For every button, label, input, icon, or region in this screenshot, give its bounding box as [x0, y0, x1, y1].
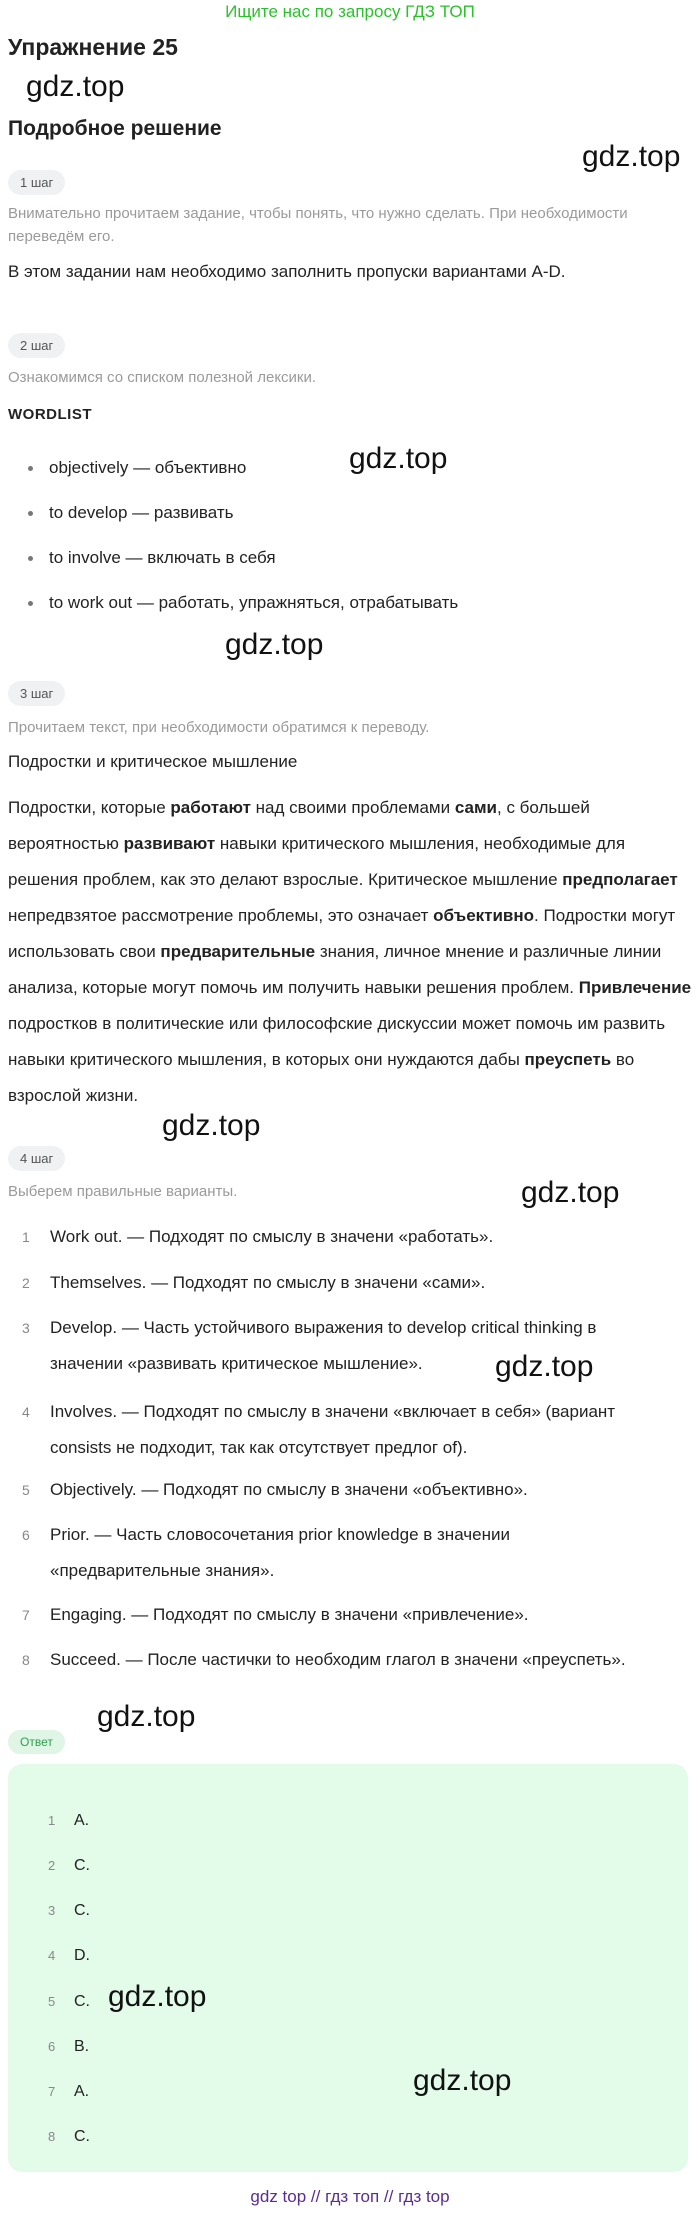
watermark: gdz.top — [495, 1350, 594, 1383]
list-item: 3 Develop. — Часть устойчивого выражения to develop critical thinking в значении «развивать критическое мышление». — [22, 1318, 597, 1373]
list-item: to involve — включать в себя — [28, 548, 276, 568]
list-item: 7 Engaging. — Подходят по смыслу в значени «привлечение». — [22, 1605, 529, 1624]
top-banner[interactable]: Ищите нас по запросу ГДЗ ТОП — [225, 2, 475, 21]
watermark: gdz.top — [413, 2064, 512, 2097]
bullet-icon — [28, 511, 33, 516]
bullet-icon — [28, 601, 33, 606]
step-chip: 1 шаг — [8, 170, 65, 195]
footer-links[interactable]: gdz top // гдз топ // гдз top — [250, 2187, 450, 2206]
answer-chip: Ответ — [8, 1730, 65, 1754]
step-chip: 3 шаг — [8, 681, 65, 706]
answer-item: 5 C. — [48, 1993, 90, 2010]
watermark: gdz.top — [521, 1176, 620, 1209]
watermark: gdz.top — [162, 1109, 261, 1142]
text-paragraph: Подростки, которые работают над своими проблемами сами, с большей вероятностью развивают навыки критического мышления, необходимые для решения проблем, как это делают взрослые. Критическое мышление предполагает непредвзятое рассмотрение проблемы, это означает объективно. Подростки могут использовать свои предварительные знания, личное мнение и различные линии анализа, которые могут помочь им получить навыки решения проблем. Привлечение подростков в политические или философские дискуссии может помочь им развить навыки критического мышления, в которых они нуждаются дабы преуспеть во взрослой жизни. — [8, 798, 692, 1105]
list-item: to develop — развивать — [28, 503, 234, 523]
watermark: gdz.top — [349, 442, 448, 475]
answer-item: 3 C. — [48, 1902, 90, 1919]
step-text: В этом задании нам необходимо заполнить пропуски вариантами A-D. — [8, 262, 566, 281]
answer-item: 2 C. — [48, 1857, 90, 1874]
watermark: gdz.top — [26, 70, 125, 103]
step-chip: 4 шаг — [8, 1146, 65, 1171]
list-item: 2 Themselves. — Подходят по смыслу в значени «сами». — [22, 1273, 486, 1292]
answer-item: 4 D. — [48, 1947, 90, 1964]
bullet-icon — [28, 466, 33, 471]
text-heading: Подростки и критическое мышление — [8, 752, 298, 771]
subtitle: Подробное решение — [8, 117, 222, 140]
list-item: to work out — работать, упражняться, отрабатывать — [28, 593, 458, 613]
watermark: gdz.top — [582, 140, 681, 173]
page-title: Упражнение 25 — [8, 34, 178, 60]
step-hint: Ознакомимся со списком полезной лексики. — [8, 369, 317, 386]
answer-box — [8, 1764, 688, 2172]
list-item: 1 Work out. — Подходят по смыслу в значени «работать». — [22, 1227, 494, 1246]
step-hint: Прочитаем текст, при необходимости обратимся к переводу. — [8, 719, 430, 736]
list-item: 5 Objectively. — Подходят по смыслу в значени «объективно». — [22, 1480, 528, 1499]
watermark: gdz.top — [225, 628, 324, 661]
answer-item: 1 A. — [48, 1812, 90, 1829]
bullet-icon — [28, 556, 33, 561]
wordlist-title: WORDLIST — [8, 406, 92, 423]
answer-item: 7 A. — [48, 2083, 90, 2100]
step-hint: Внимательно прочитаем задание, чтобы понять, что нужно сделать. При необходимости переведём его. — [8, 205, 628, 245]
answer-item: 8 C. — [48, 2128, 90, 2145]
answer-item: 6 B. — [48, 2038, 90, 2055]
list-item: 6 Prior. — Часть словосочетания prior knowledge в значении «предварительные знания». — [22, 1525, 510, 1580]
watermark: gdz.top — [97, 1700, 196, 1733]
step-chip: 2 шаг — [8, 333, 65, 358]
list-item: 4 Involves. — Подходят по смыслу в значени «включает в себя» (вариант consists не подходит, так как отсутствует предлог of). — [22, 1402, 616, 1457]
list-item: 8 Succeed. — После частички to необходим глагол в значени «преуспеть». — [22, 1650, 626, 1669]
watermark: gdz.top — [108, 1980, 207, 2013]
list-item: objectively — объективно — [28, 458, 246, 478]
step-hint: Выберем правильные варианты. — [8, 1183, 238, 1200]
